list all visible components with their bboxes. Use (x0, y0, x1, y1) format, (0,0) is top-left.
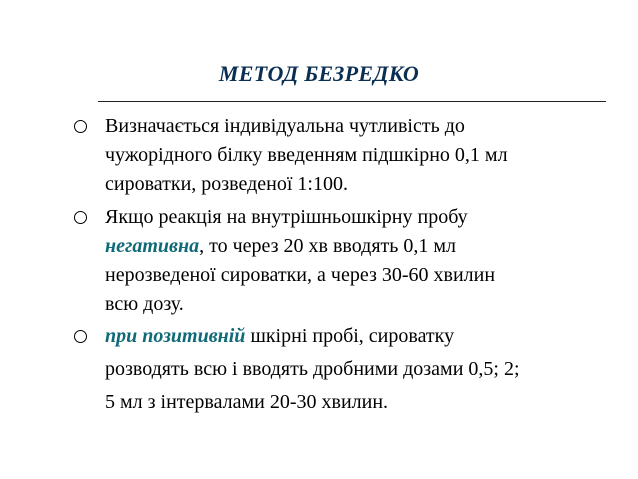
title-divider (98, 101, 606, 102)
bullet-line: чужорідного білку введенням підшкірно 0,1 мл (105, 144, 508, 166)
hollow-circle-bullet-icon (74, 120, 87, 133)
bullet-line-rest: шкірні пробі, сироватку (245, 325, 455, 347)
bullet-line: всю дозу. (105, 293, 184, 315)
hollow-circle-bullet-icon (74, 211, 87, 224)
hollow-circle-bullet-icon (74, 330, 87, 343)
bullet-line-rest: , то через 20 хв вводять 0,1 мл (199, 235, 457, 257)
highlighted-term: при позитивній (105, 325, 246, 347)
bullet-line: розводять всю і вводять дробними дозами 0,5; 2; (105, 358, 520, 380)
bullet-text (105, 320, 625, 419)
bullet-line: 5 мл з інтервалами 20-30 хвилин. (105, 391, 389, 413)
bullet-line (105, 232, 625, 261)
bullet-text (105, 203, 625, 319)
bullet-line: Визначається індивідуальна чутливість до (105, 115, 465, 137)
bullet-line (105, 320, 625, 353)
bullet-line: сироватки, розведеної 1:100. (105, 173, 348, 195)
bullet-line: нерозведеної сироватки, а через 30-60 хвилин (105, 264, 496, 286)
bullet-line: Якщо реакція на внутрішньошкірну пробу (105, 206, 468, 228)
slide-title: МЕТОД БЕЗРЕДКО (218, 61, 420, 86)
bullet-text (105, 112, 625, 199)
highlighted-term: негативна (105, 235, 200, 257)
